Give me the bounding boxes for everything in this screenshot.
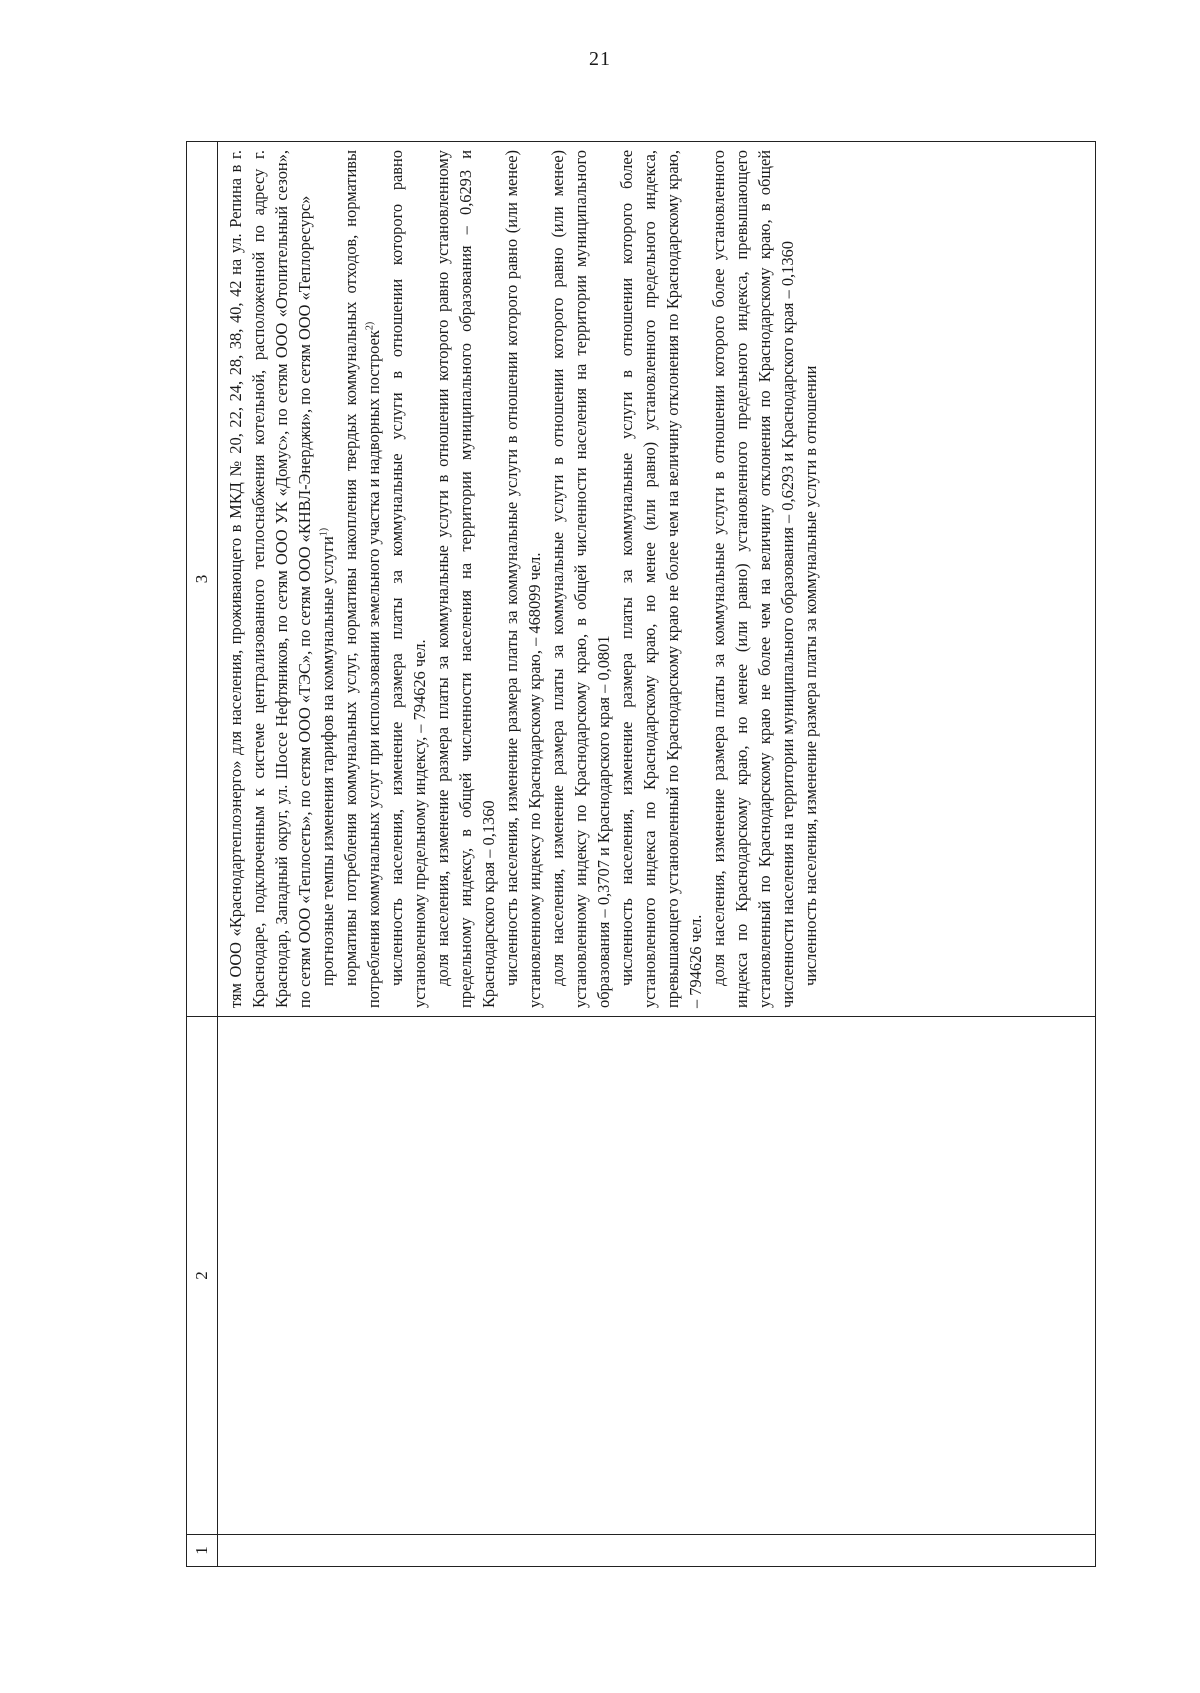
paragraph: [431, 150, 500, 1008]
paragraph-text: доля населения, изменение размера платы за коммунальные услуги в отношении которого более установленного индекса по Краснодарскому краю, но менее (или равно) установленного предельного индекса, превышающего установленный по Краснодарскому краю не более чем на величину отклонения по Краснодарскому краю, в общей численности населения на территории муниципального образования – 0,6293 и Краснодарского края – 0,1360: [709, 150, 797, 1008]
paragraph-text: численность населения, изменение размера платы за коммунальные услуги в отношении: [801, 365, 820, 986]
table-cell-col2: [218, 1017, 1096, 1535]
paragraph: [316, 150, 339, 1008]
paragraph-text: численность населения, изменение размера платы за коммунальные услуги в отношении которого более установленного индекса по Краснодарскому краю, но менее (или равно) установленного предельного индекса, превышающего установленный по Краснодарскому краю не более чем на величину отклонения по Краснодарскому краю, – 794626 чел.: [617, 150, 705, 1008]
paragraph-text: доля населения, изменение размера платы за коммунальные услуги в отношении которого равно установленному предельному индексу, в общей численности населения на территории муниципального образования – 0,6293 и Краснодарского края – 0,1360: [433, 150, 498, 1008]
paragraph: [546, 150, 615, 1008]
footnote-marker: 2): [364, 321, 376, 331]
table-row: [218, 142, 1096, 1567]
paragraph: [615, 150, 707, 1008]
paragraph: [799, 150, 822, 1008]
document-table: [186, 141, 1096, 1567]
paragraph: [339, 150, 385, 1008]
paragraph-text: доля населения, изменение размера платы за коммунальные услуги в отношении которого равно (или менее) установленному индексу по Краснодарскому краю, в общей численности населения на территории муниципального образования – 0,3707 и Краснодарского края – 0,0801: [548, 150, 613, 1008]
paragraph: [385, 150, 431, 1008]
column-header-3: 3: [187, 142, 218, 1017]
page-number: 21: [589, 48, 611, 70]
table-cell-col3: [218, 142, 1096, 1017]
column-header-2: 2: [187, 1017, 218, 1535]
footnote-marker: 1): [318, 527, 330, 537]
paragraph: [500, 150, 546, 1008]
paragraph: [224, 150, 316, 1008]
paragraph: [707, 150, 799, 1008]
rotated-table-area: [186, 142, 1096, 1567]
rotated-table-frame: [186, 142, 1096, 1567]
paragraph-text: численность населения, изменение размера платы за коммунальные услуги в отношении которого равно установленному предельному индексу, – 794626 чел.: [387, 150, 429, 1008]
cell-paragraphs: [224, 150, 822, 1008]
paragraph-text: тям ООО «Краснодартеплоэнерго» для населения, проживающего в МКД № 20, 22, 24, 28, 38, 40, 42 на ул. Репина в г. Краснодаре, подключенным к системе централизованного теплоснабжения котельной, расположенной по адресу г. Краснодар, Западный округ, ул. Шоссе Нефтяников, по сетям ООО УК «Домус», по сетям ООО «Отопительный сезон», по сетям ООО «Теплосеть», по сетям ООО «ТЭС», по сетям ООО «КНВЛ-Энерджи», по сетям ООО «Теплоресурс»: [226, 150, 314, 1008]
column-header-1: 1: [187, 1535, 218, 1567]
table-header-row: [187, 142, 218, 1567]
paragraph-text: численность населения, изменение размера платы за коммунальные услуги в отношении которого равно (или менее) установленному индексу по Краснодарскому краю, – 468099 чел.: [502, 150, 544, 1008]
paragraph-text: нормативы потребления коммунальных услуг, нормативы накопления твердых коммунальных отходов, нормативы потребления коммунальных услуг при использовании земельного участка и надворных построек: [341, 150, 383, 1008]
table-cell-col1: [218, 1535, 1096, 1567]
paragraph-text: прогнозные темпы изменения тарифов на коммунальные услуги: [318, 536, 337, 986]
